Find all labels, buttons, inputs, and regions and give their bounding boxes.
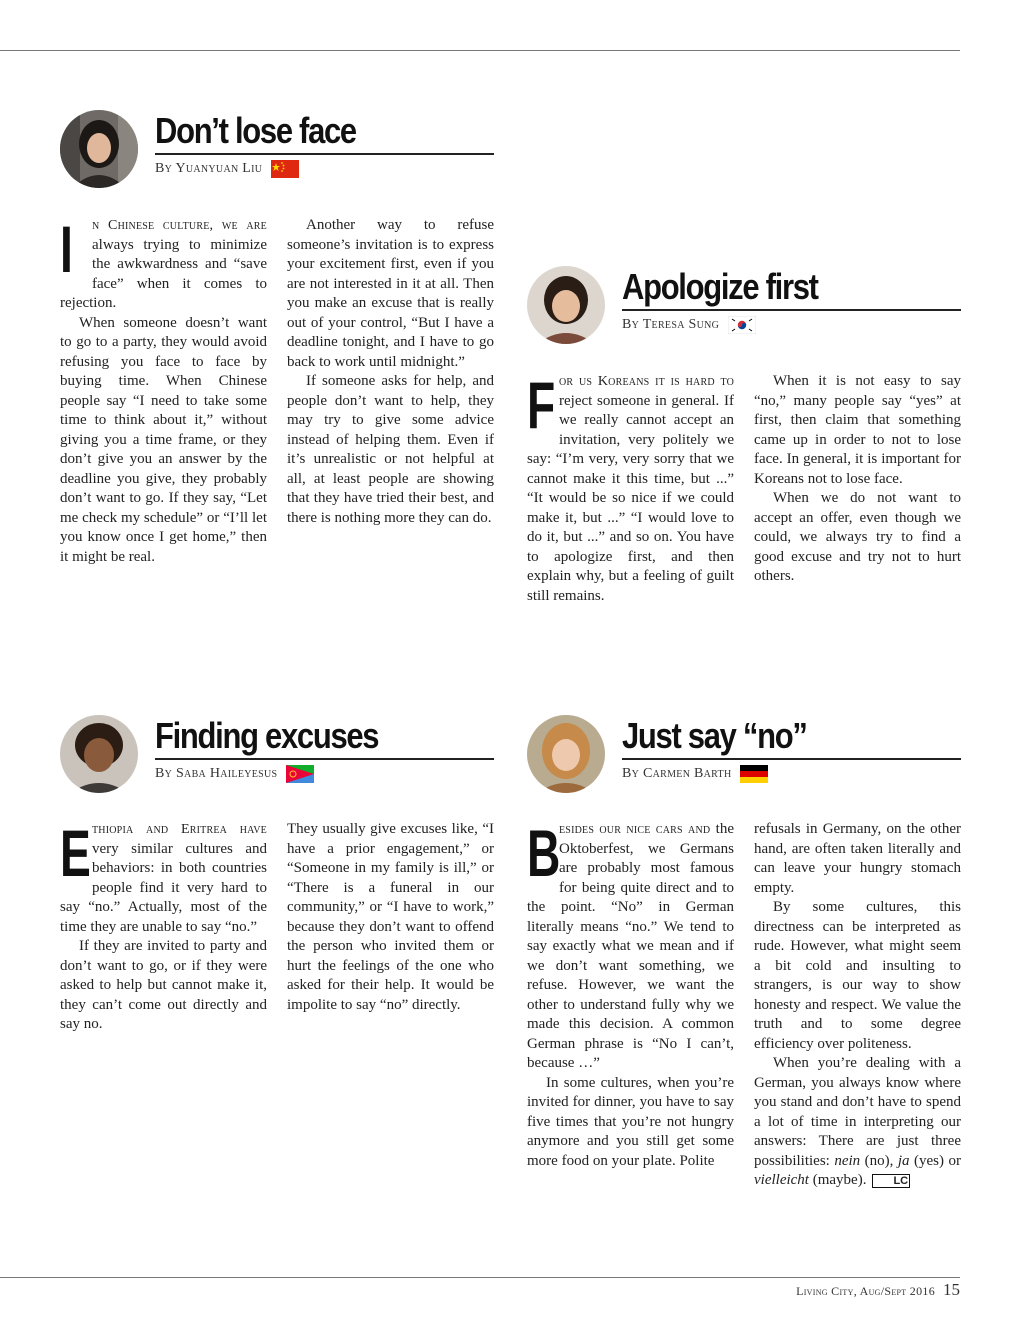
paragraph: refusals in Germany, on the other hand, are often taken literally and can leave your hungry stomach empty. bbox=[754, 821, 961, 896]
column-2 bbox=[287, 820, 494, 1035]
germany-flag-icon bbox=[740, 765, 768, 783]
byline: By Carmen Barth bbox=[622, 766, 732, 781]
drop-cap: I bbox=[60, 212, 73, 286]
column-1 bbox=[527, 368, 734, 606]
paragraph: When you’re dealing with a German, you always know where you stand and don’t have to spend a lot of time in interpreting our answers: There are just three possibilities: nein (no), ja (yes) or vielleicht (maybe). LC bbox=[754, 1055, 961, 1188]
living-city-end-mark: LC bbox=[872, 1174, 910, 1188]
paragraph: If someone asks for help, and people don’t want to help, they may try to give some advice instead of helping them. Even if it’s unrealistic or not helpful at all, at least people are showing that they have tried their best, and there is nothing more they can do. bbox=[287, 373, 494, 526]
author-photo-carmen-barth bbox=[527, 715, 605, 793]
page-number: 15 bbox=[943, 1280, 960, 1299]
paragraph: In some cultures, when you’re invited for dinner, you have to say five times that you’re not hungry anymore and you still get some more food on your plate. Polite bbox=[527, 1074, 734, 1169]
byline: By Saba Haileyesus bbox=[155, 766, 278, 781]
title-rule bbox=[622, 309, 961, 311]
eritrea-flag-icon bbox=[286, 765, 314, 783]
paragraph: Another way to refuse someone’s invitation is to express your excitement first, even if you are not interested in it at all. Then you make an excuse that is really out of your control, “But I have a deadline tonight, and I have to go back to work until midnight.” bbox=[287, 217, 494, 370]
drop-cap: B bbox=[527, 816, 561, 890]
paragraph: When someone doesn’t want to go to a party, they would avoid refusing you face to face by buying time. When Chinese people say “I need to take some time to think about it,” without giving you a time frame, or they don’t give you an answer by the deadline you give, they probably don’t want to go. If they say, “Let me check my schedule” or “I’ll let you know once I get home,” then it might be real. bbox=[60, 314, 267, 565]
bottom-rule bbox=[0, 1277, 960, 1278]
article-title: Just say “no” bbox=[622, 715, 807, 756]
paragraph: I n Chinese culture, we are always trying to minimize the awkwardness and “save face” when it comes to rejection. bbox=[60, 212, 267, 311]
author-photo-teresa-sung bbox=[527, 266, 605, 344]
column-2 bbox=[287, 216, 494, 567]
title-rule bbox=[622, 758, 961, 760]
paragraph: If they are invited to party and don’t want to go, or if they were asked to help but cannot make it, they can’t come out directly and say no. bbox=[60, 938, 267, 1032]
south-korea-flag-icon bbox=[728, 316, 756, 334]
publication-name: Living City, Aug/Sept 2016 bbox=[796, 1284, 935, 1298]
author-photo-saba-haileyesus bbox=[60, 715, 138, 793]
column-2 bbox=[754, 372, 961, 606]
article-title: Don’t lose face bbox=[155, 110, 356, 151]
drop-cap: E bbox=[60, 816, 91, 890]
byline: By Teresa Sung bbox=[622, 317, 720, 332]
column-1 bbox=[60, 212, 267, 567]
author-photo-yuanyuan-liu bbox=[60, 110, 138, 188]
paragraph: For us Koreans it is hard to reject someone in general. If we really cannot accept an invitation, very politely we say: “I’m very, very sorry that we cannot make it this time, but ...” “It would be so nice if we could make it, but ...” “I would love to do it, but ...” and so on. You have to apologize first, and then explain why, but a feeling of guilt still remains. bbox=[527, 368, 734, 604]
title-rule bbox=[155, 758, 494, 760]
china-flag-icon bbox=[271, 160, 299, 178]
paragraph: B esides our nice cars and the Oktoberfest, we Germans are probably most famous for being quite direct and to the point. “No” in German literally means “no.” We tend to say exactly what we mean and if we don’t want something, we refuse. However, we want the other to understand fully why we made this decision. A common German phrase is “No I can’t, because …” bbox=[527, 816, 734, 1071]
top-rule bbox=[0, 50, 960, 51]
drop-cap: F bbox=[527, 368, 556, 442]
paragraph: When it is not easy to say “no,” many people say “yes” at first, then claim that something came up in order to not to lose face. In general, it is important for Koreans not to lose face. bbox=[754, 373, 961, 487]
column-1 bbox=[527, 816, 734, 1191]
paragraph: Ethiopia and Eritrea have very similar cultures and behaviors: in both countries people find it very hard to say “no.” Actually, most of the time they are unable to say “no.” bbox=[60, 816, 267, 935]
paragraph: By some cultures, this directness can be interpreted as rude. However, what might seem a bit cold and insulting to strangers, is our way to show honesty and respect. We value the truth and to some degree efficiency over politeness. bbox=[754, 899, 961, 1052]
article-title: Finding excuses bbox=[155, 715, 379, 756]
byline: By Yuanyuan Liu bbox=[155, 161, 263, 176]
article-title: Apologize first bbox=[622, 266, 818, 307]
column-2 bbox=[754, 820, 961, 1191]
page-footer bbox=[796, 1280, 960, 1300]
paragraph: They usually give excuses like, “I have a prior engagement,” or “Someone in my family is ill,” or “There is a funeral in our community,” or “I have to work,” because they don’t want to offend the person who invited them or hurt the feelings of the one who asked for their help. It would be impolite to say “no” directly. bbox=[287, 821, 494, 1013]
title-rule bbox=[155, 153, 494, 155]
column-1 bbox=[60, 816, 267, 1035]
paragraph: When we do not want to accept an offer, even though we could, we always try to find a good excuse and try not to hurt others. bbox=[754, 490, 961, 584]
